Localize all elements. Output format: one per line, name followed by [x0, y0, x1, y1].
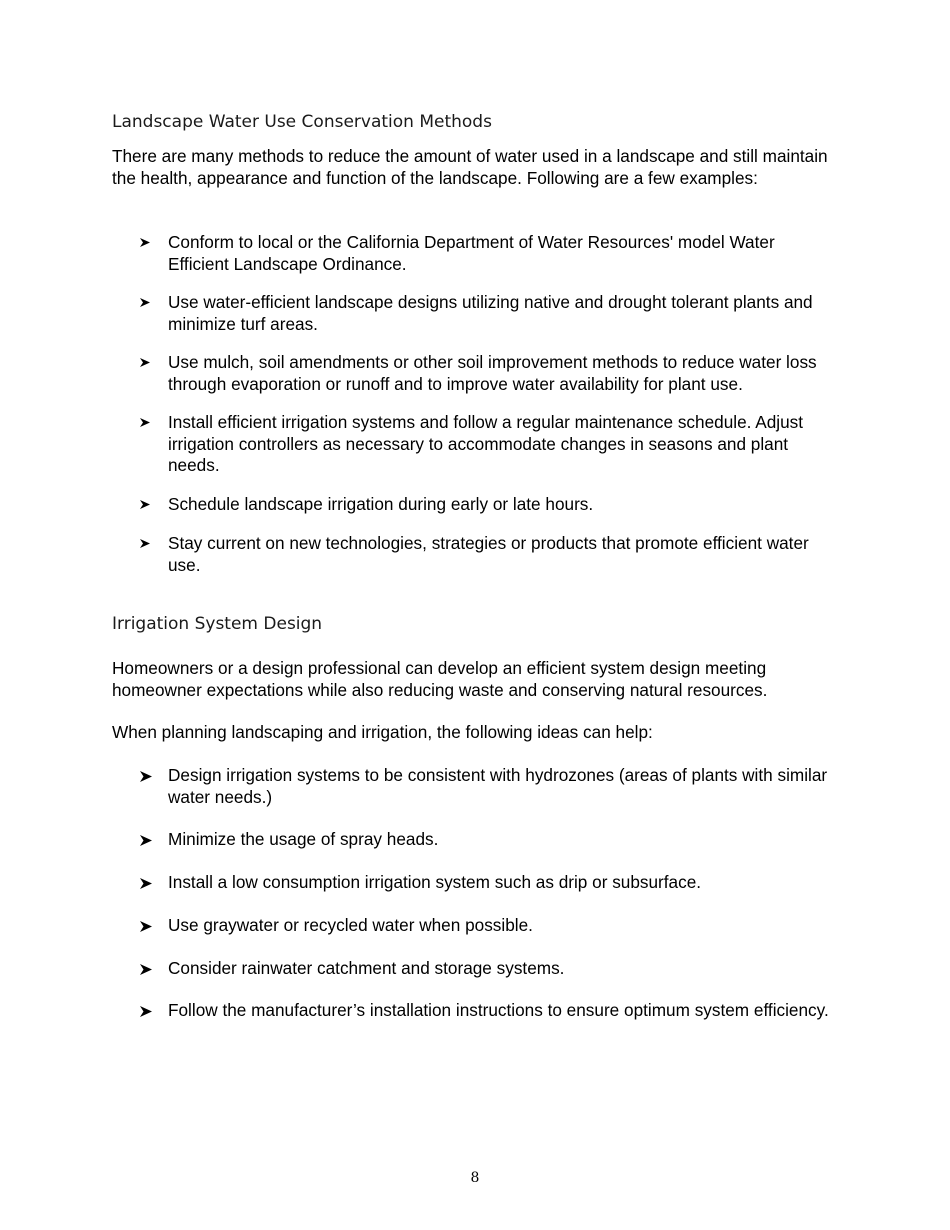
arrowhead-bullet-icon [140, 232, 156, 254]
arrowhead-bullet-icon [140, 412, 156, 434]
list-item-text: Consider rainwater catchment and storage systems. [168, 958, 565, 978]
section-lead-paragraph: When planning landscaping and irrigation, the following ideas can help: [112, 722, 653, 742]
list-item-text: Use water-efficient landscape designs utilizing native and drought tolerant plants and minimize turf areas. [168, 292, 813, 334]
arrowhead-bullet-icon [140, 829, 156, 851]
arrowhead-bullet-icon [140, 915, 156, 937]
section-heading-conservation-methods: Landscape Water Use Conservation Methods [112, 112, 492, 132]
list-item-text: Use mulch, soil amendments or other soil improvement methods to reduce water loss through evaporation or runoff and to improve water availability for plant use. [168, 352, 817, 394]
list-item-text: Install a low consumption irrigation system such as drip or subsurface. [168, 872, 702, 892]
arrowhead-bullet-icon [140, 958, 156, 980]
arrowhead-bullet-icon [140, 292, 156, 314]
list-item-text: Conform to local or the California Department of Water Resources' model Water Efficient Landscape Ordinance. [168, 232, 775, 274]
arrowhead-bullet-icon [140, 494, 156, 516]
list-item-text: Design irrigation systems to be consistent with hydrozones (areas of plants with similar water needs.) [168, 765, 828, 807]
section-intro-paragraph: There are many methods to reduce the amount of water used in a landscape and still maintain the health, appearance and function of the landscape. Following are a few examples: [112, 146, 828, 188]
section-heading-irrigation-design: Irrigation System Design [112, 614, 323, 634]
list-item-text: Follow the manufacturer’s installation instructions to ensure optimum system efficiency. [168, 1000, 829, 1020]
arrowhead-bullet-icon [140, 352, 156, 374]
arrowhead-bullet-icon [140, 1000, 156, 1022]
arrowhead-bullet-icon [140, 765, 156, 787]
arrowhead-bullet-icon [140, 872, 156, 894]
list-item-text: Schedule landscape irrigation during early or late hours. [168, 494, 594, 514]
page-number: 8 [470, 1170, 480, 1186]
section-intro-paragraph: Homeowners or a design professional can develop an efficient system design meeting homeowner expectations while also reducing waste and conserving natural resources. [112, 658, 768, 700]
list-item-text: Use graywater or recycled water when possible. [168, 915, 533, 935]
list-item-text: Minimize the usage of spray heads. [168, 829, 439, 849]
arrowhead-bullet-icon [140, 533, 156, 555]
list-item-text: Install efficient irrigation systems and follow a regular maintenance schedule. Adjust irrigation controllers as necessary to accommodate changes in seasons and plant needs. [168, 412, 804, 475]
list-item-text: Stay current on new technologies, strategies or products that promote efficient water use. [168, 533, 809, 575]
